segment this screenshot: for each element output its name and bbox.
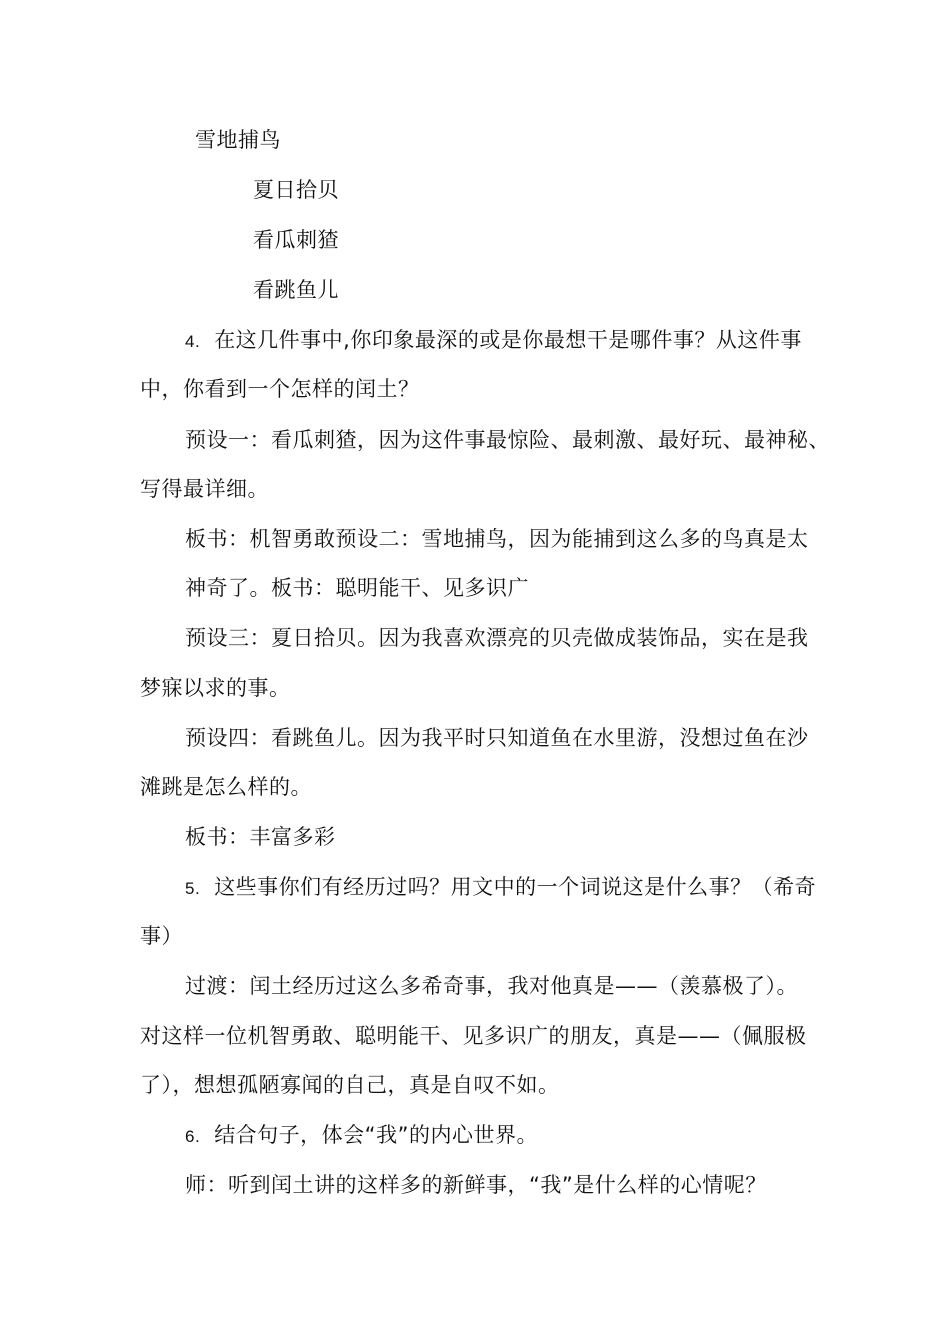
transition-line1: 过渡：闰土经历过这么多希奇事，我对他真是——（羡慕极了）。 [185, 974, 798, 998]
list-item-snow-bird: 雪地捕鸟 [195, 128, 281, 152]
board-1-line2: 神奇了。板书：聪明能干、见多识广 [185, 576, 529, 600]
question-5-number: 5. [185, 879, 201, 898]
preset-1-line2: 写得最详细。 [140, 477, 269, 501]
preset-4-line2: 滩跳是怎么样的。 [140, 775, 312, 799]
transition-line3: 了），想想孤陋寡闻的自己，真是自叹不如。 [140, 1073, 560, 1097]
question-4-number: 4. [185, 332, 201, 351]
question-6 [185, 1120, 538, 1152]
question-6-number: 6. [185, 1127, 201, 1146]
preset-3-line1: 预设三：夏日拾贝。因为我喜欢漂亮的贝壳做成装饰品，实在是我 [185, 626, 809, 650]
transition-line2: 对这样一位机智勇敢、聪明能干、见多识广的朋友，真是——（佩服极 [140, 1024, 807, 1048]
question-4-line2: 中，你看到一个怎样的闰土？ [140, 377, 420, 401]
board-1-line1: 板书：机智勇敢预设二：雪地捕鸟，因为能捕到这么多的鸟真是太 [185, 527, 809, 551]
preset-3-line2: 梦寐以求的事。 [140, 676, 291, 700]
question-4-line1 [185, 325, 802, 357]
preset-4-line1: 预设四：看跳鱼儿。因为我平时只知道鱼在水里游，没想过鱼在沙 [185, 726, 809, 750]
question-4-text: 在这几件事中,你印象最深的或是你最想干是哪件事？从这件事 [214, 328, 802, 352]
question-5-line2: 事） [140, 924, 183, 948]
list-item-jumping-fish: 看跳鱼儿 [253, 278, 339, 302]
question-6-text: 结合句子，体会“我”的内心世界。 [214, 1123, 538, 1147]
list-item-melon-badger: 看瓜刺猹 [253, 228, 339, 252]
board-2: 板书：丰富多彩 [185, 825, 336, 849]
list-item-summer-shells: 夏日拾贝 [253, 178, 339, 202]
question-5-text: 这些事你们有经历过吗？用文中的一个词说这是什么事？（希奇 [214, 875, 817, 899]
teacher-prompt: 师：听到闰土讲的这样多的新鲜事，“我”是什么样的心情呢？ [185, 1173, 767, 1197]
question-5-line1 [185, 872, 816, 904]
preset-1-line1: 预设一：看瓜刺猹，因为这件事最惊险、最刺激、最好玩、最神秘、 [185, 428, 830, 452]
